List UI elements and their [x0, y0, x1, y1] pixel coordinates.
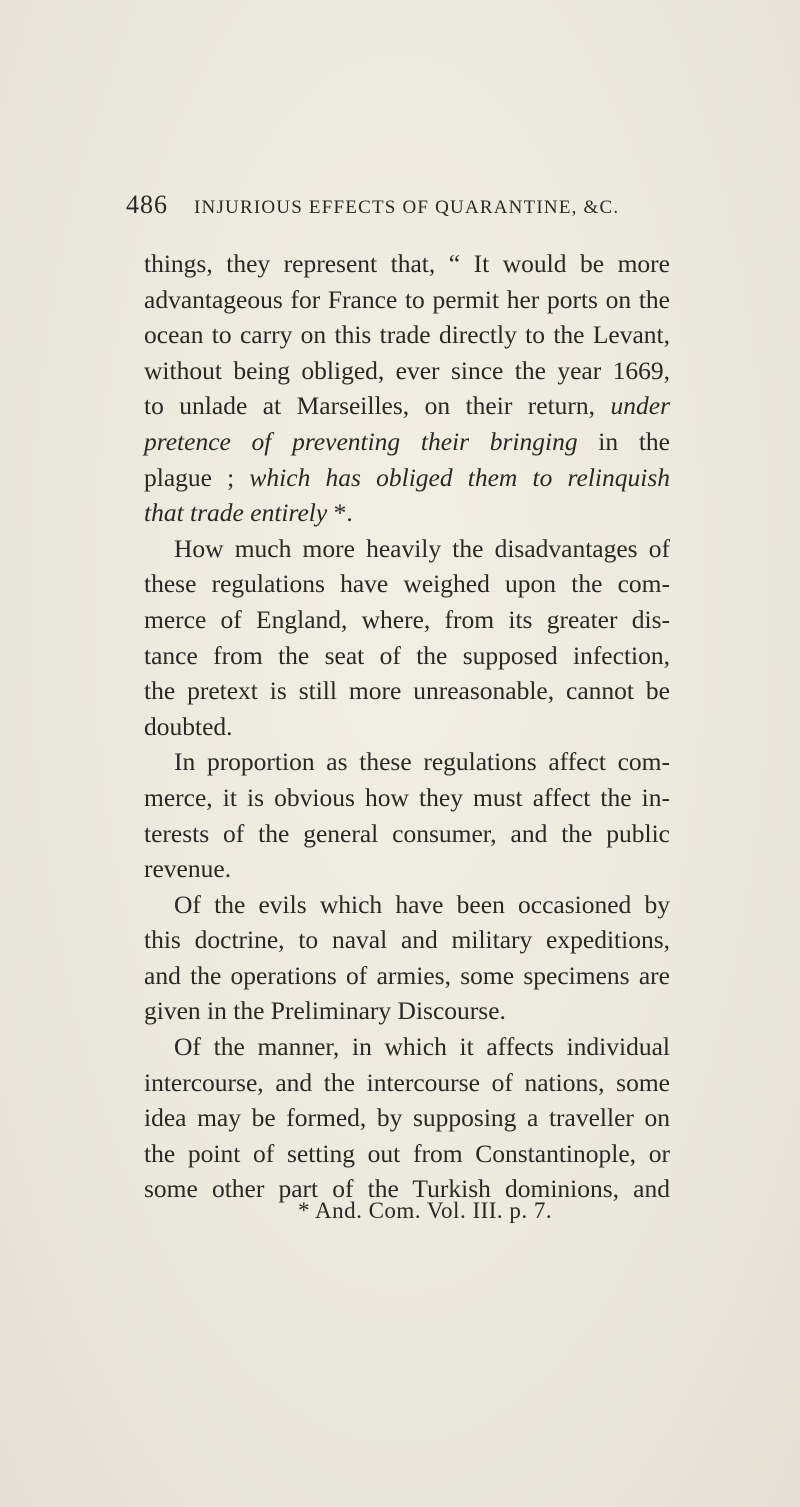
- footnote: * And. Com. Vol. III. p. 7.: [298, 1198, 553, 1223]
- page-header: [126, 190, 686, 226]
- text-line: and the operations of armies, some specimens are: [144, 960, 670, 990]
- text-line: merce, it is obvious how they must affect the in-: [144, 782, 670, 812]
- text-line: without being obliged, ever since the year 1669,: [144, 355, 670, 385]
- text-line: terests of the general consumer, and the public: [144, 818, 670, 848]
- text-line: things, they represent that, “ It would be more: [144, 249, 670, 278]
- text-line: plague ; which has obliged them to relinquish: [144, 462, 671, 492]
- body-text: [144, 246, 670, 1207]
- text-line: the point of setting out from Constantinople, or: [144, 1138, 670, 1168]
- text-line: idea may be formed, by supposing a traveller on: [144, 1103, 670, 1133]
- text-line: In proportion as these regulations affect com-: [174, 747, 670, 777]
- text-line: these regulations have weighed upon the com-: [144, 569, 670, 599]
- text-line: tance from the seat of the supposed infection,: [144, 640, 670, 670]
- text-line: this doctrine, to naval and military expeditions,: [144, 925, 670, 955]
- text-line: advantageous for France to permit her ports on the: [144, 284, 670, 314]
- text-line: ocean to carry on this trade directly to the Levant,: [144, 320, 670, 350]
- text-line: Of the manner, in which it affects individual: [174, 1032, 670, 1062]
- text-line: pretence of preventing their bringing in the: [144, 426, 670, 456]
- running-head: INJURIOUS EFFECTS OF QUARANTINE, &C.: [194, 197, 620, 218]
- text-line: How much more heavily the disadvantages of: [174, 533, 670, 563]
- text-line: revenue.: [144, 854, 232, 884]
- text-line: some other part of the Turkish dominions, and: [144, 1174, 670, 1204]
- page-number: 486: [126, 190, 168, 219]
- text-line: given in the Preliminary Discourse.: [144, 996, 506, 1026]
- text-line: doubted.: [144, 711, 233, 741]
- text-line: Of the evils which have been occasioned by: [174, 889, 670, 919]
- text-line: that trade entirely *.: [144, 498, 353, 528]
- text-line: the pretext is still more unreasonable, cannot be: [144, 676, 670, 706]
- text-line: merce of England, where, from its greater dis-: [144, 604, 670, 634]
- text-line: to unlade at Marseilles, on their return, under: [144, 391, 670, 421]
- text-line: intercourse, and the intercourse of nations, some: [144, 1067, 670, 1097]
